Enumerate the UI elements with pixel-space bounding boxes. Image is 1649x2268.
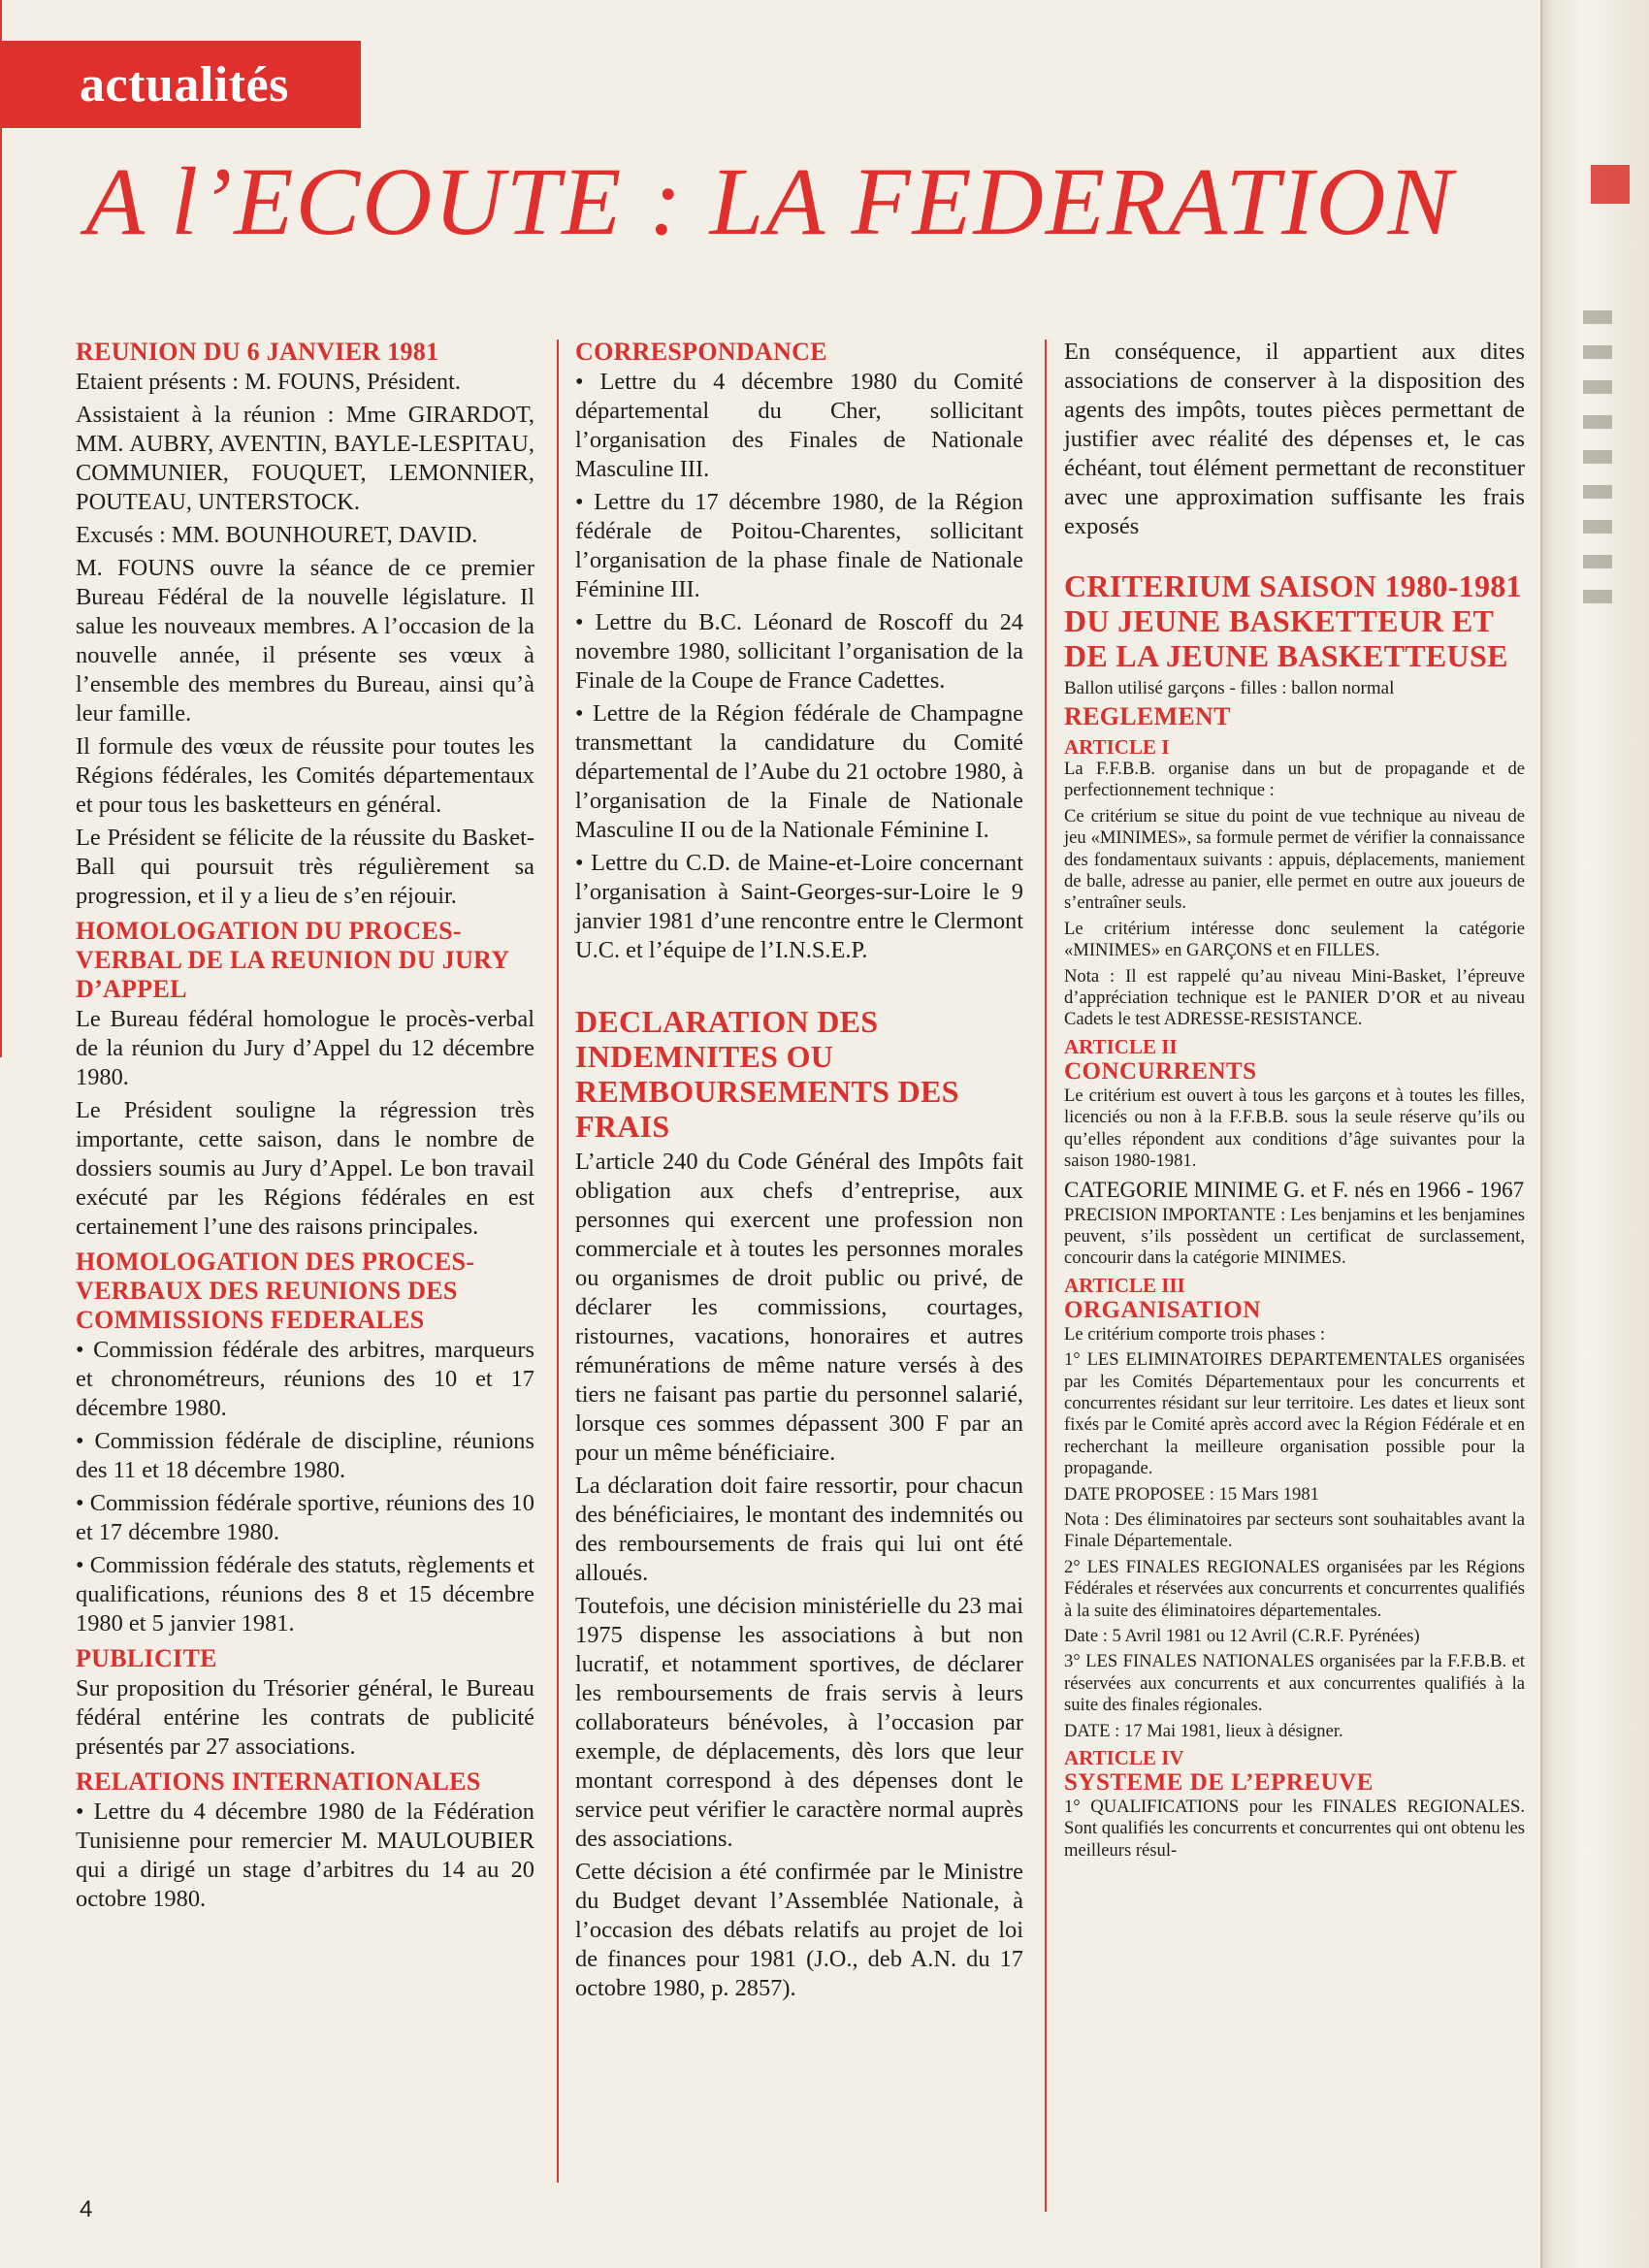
paragraph: Le critérium intéresse donc seulement la catégorie «MINIMES» en GARÇONS et en FILLES.: [1064, 918, 1525, 961]
heading-reunion: REUNION DU 6 JANVIER 1981: [76, 338, 439, 366]
paragraph: Ballon utilisé garçons - filles : ballon normal: [1064, 678, 1395, 698]
article-label: ARTICLE I: [1064, 735, 1170, 759]
page-number: 4: [80, 2196, 93, 2222]
heading-correspondance: CORRESPONDANCE: [575, 338, 827, 366]
paragraph: M. FOUNS ouvre la séance de ce premier Bureau Fédéral de la nouvelle législature. Il salue les nouveaux membres. A l’occasion de la nouvelle année, il présente ses vœux à l’ensemble des membres du Bureau, ainsi qu’à leur famille.: [76, 555, 534, 727]
adjacent-page-red-fragment: [1591, 165, 1630, 204]
list-item: • Lettre du B.C. Léonard de Roscoff du 24 novembre 1980, sollicitant l’organisation de la Finale de la Coupe de France Cadettes.: [575, 609, 1023, 694]
paragraph: L’article 240 du Code Général des Impôts fait obligation aux chefs d’entreprise, aux personnes qui exercent une profession non commerciale et à toutes les personnes morales ou organismes de droit public ou privé, de déclarer les commissions, courtages, ristournes, vacations, honoraires et autres rémunérations de même nature versés à des tiers ne faisant pas partie du personnel salarié, lorsque ces sommes dépassent 300 F par an pour un même bénéficiaire.: [575, 1149, 1023, 1466]
column-divider-1: [557, 340, 559, 2183]
heading-relations-internationales: RELATIONS INTERNATIONALES: [76, 1767, 481, 1796]
paragraph: Assistaient à la réunion : Mme GIRARDOT, MM. AUBRY, AVENTIN, BAYLE-LESPITAU, COMMUNIER, FOUQUET, LEMONNIER, POUTEAU, UNTERSTOCK.: [76, 402, 534, 515]
list-item: • Commission fédérale de discipline, réunions des 11 et 18 décembre 1980.: [76, 1428, 534, 1483]
paragraph: DATE PROPOSEE : 15 Mars 1981: [1064, 1483, 1319, 1505]
column-3: [1064, 338, 1525, 2181]
heading-publicite: PUBLICITE: [76, 1644, 217, 1672]
list-item: • Lettre du 4 décembre 1980 de la Fédération Tunisienne pour remercier M. MAULOUBIER qui a dirigé un stage d’arbitres du 14 au 20 octobre 1980.: [76, 1798, 534, 1912]
list-item: • Commission fédérale des statuts, règlements et qualifications, réunions des 8 et 15 décembre 1980 et 5 janvier 1981.: [76, 1552, 534, 1636]
article-title: SYSTEME DE L’EPREUVE: [1064, 1769, 1374, 1797]
article-label: ARTICLE IV: [1064, 1746, 1184, 1770]
list-item: • Commission fédérale sportive, réunions des 10 et 17 décembre 1980.: [76, 1490, 534, 1545]
paragraph: Etaient présents : M. FOUNS, Président.: [76, 369, 461, 395]
paragraph: Nota : Il est rappelé qu’au niveau Mini-Basket, l’épreuve d’appréciation technique est le PANIER D’OR et au niveau Cadets le test ADRESSE-RESISTANCE.: [1064, 965, 1525, 1030]
list-item: • Lettre du 4 décembre 1980 du Comité départemental du Cher, sollicitant l’organisation des Finales de Nationale Masculine III.: [575, 369, 1023, 482]
paragraph: Le Président se félicite de la réussite du Basket-Ball qui poursuit très régulièrement sa progression, et il y a lieu de s’en réjouir.: [76, 825, 534, 909]
list-item: • Lettre du C.D. de Maine-et-Loire concernant l’organisation à Saint-Georges-sur-Loire le 9 janvier 1981 d’une rencontre entre le Clermont U.C. et l’équipe de l’I.N.S.E.P.: [575, 850, 1023, 963]
paragraph: CATEGORIE MINIME G. et F. nés en 1966 - 1967: [1064, 1177, 1525, 1202]
paragraph: Le Bureau fédéral homologue le procès-verbal de la réunion du Jury d’Appel du 12 décembre 1980.: [76, 1006, 534, 1090]
paragraph: DATE : 17 Mai 1981, lieux à désigner.: [1064, 1720, 1343, 1741]
article-title: CONCURRENTS: [1064, 1057, 1257, 1085]
column-1: [76, 338, 534, 2181]
heading-criterium: CRITERIUM SAISON 1980-1981 DU JEUNE BASKETTEUR ET DE LA JEUNE BASKETTEUSE: [1064, 568, 1522, 673]
paragraph: 1° LES ELIMINATOIRES DEPARTEMENTALES organisées par les Comités Départementaux pour les concurrents et concurrentes résidant sur leur territoire. Les dates et lieux sont fixés par le Comité après accord avec la Région Fédérale et en recherchant la meilleure organisation possible pour la propagande.: [1064, 1349, 1525, 1479]
column-2: [575, 338, 1023, 2181]
list-item: • Commission fédérale des arbitres, marqueurs et chronométreurs, réunions des 10 et 17 décembre 1980.: [76, 1337, 534, 1421]
list-item: • Lettre du 17 décembre 1980, de la Région fédérale de Poitou-Charentes, sollicitant l’organisation de la phase finale de Nationale Féminine III.: [575, 489, 1023, 602]
paragraph: Excusés : MM. BOUNHOURET, DAVID.: [76, 522, 478, 548]
heading-homologation-commissions: HOMOLOGATION DES PROCES-VERBAUX DES REUNIONS DES COMMISSIONS FEDERALES: [76, 1247, 475, 1334]
heading-homologation-jury: HOMOLOGATION DU PROCES-VERBAL DE LA REUNION DU JURY D’APPEL: [76, 917, 509, 1003]
paragraph: Le Président souligne la régression très importante, cette saison, dans le nombre de dossiers soumis au Jury d’Appel. Le bon travail exécuté par les Régions fédérales en est certainement l’une des raisons principales.: [76, 1097, 534, 1240]
paragraph: 3° LES FINALES NATIONALES organisées par la F.F.B.B. et réservées aux concurrents et aux concurrentes qualifiés à la suite des finales régionales.: [1064, 1651, 1525, 1716]
column-divider-2: [1045, 340, 1047, 2212]
page-headline: A l’ECOUTE : LA FEDERATION: [85, 147, 1455, 255]
paragraph: 1° QUALIFICATIONS pour les FINALES REGIONALES. Sont qualifiés les concurrents et concurrentes qui ont obtenu les meilleurs résul-: [1064, 1797, 1525, 1861]
adjacent-page-text-fragments: [1583, 310, 1641, 625]
article-label: ARTICLE II: [1064, 1034, 1178, 1058]
section-banner: actualités: [0, 41, 361, 128]
paragraph: Ce critérium se situe du point de vue technique au niveau de jeu «MINIMES», sa formule permet de vérifier la connaissance des fondamentaux suivants : appuis, déplacements, maniement de balle, adresse au panier, elle permet en outre aux joueurs de s’entraîner seuls.: [1064, 805, 1525, 914]
paragraph: Sur proposition du Trésorier général, le Bureau fédéral entérine les contrats de publicité présentés par 27 associations.: [76, 1675, 534, 1760]
article-label: ARTICLE III: [1064, 1273, 1185, 1297]
paragraph: Nota : Des éliminatoires par secteurs sont souhaitables avant la Finale Départementale.: [1064, 1508, 1525, 1552]
paragraph: Le critérium est ouvert à tous les garçons et à toutes les filles, licenciés ou non à la F.F.B.B. sous la seule réserve qu’ils ou qu’elles répondent aux conditions d’âge suivantes pour la saison 1980-1981.: [1064, 1085, 1525, 1172]
paragraph: En conséquence, il appartient aux dites associations de conserver à la disposition des agents des impôts, toutes pièces permettant de justifier avec réalité des dépenses et, le cas échéant, tout élément permettant de reconstituer avec une approximation suffisante les frais exposés: [1064, 339, 1525, 539]
article-title: ORGANISATION: [1064, 1296, 1261, 1323]
list-item: • Lettre de la Région fédérale de Champagne transmettant la candidature du Comité départemental de l’Aube du 21 octobre 1980, à l’organisation de la Finale de Nationale Masculine II ou de la Nationale Féminine I.: [575, 700, 1023, 843]
column-divider-3: [0, 0, 2, 1057]
heading-reglement: REGLEMENT: [1064, 702, 1231, 730]
paragraph: PRECISION IMPORTANTE : Les benjamins et les benjamines peuvent, s’ils possèdent un certificat de surclassement, concourir dans la catégorie MINIMES.: [1064, 1204, 1525, 1269]
paragraph: La F.F.B.B. organise dans un but de propagande et de perfectionnement technique :: [1064, 759, 1525, 801]
paragraph: Il formule des vœux de réussite pour toutes les Régions fédérales, les Comités départementaux et pour tous les basketteurs en général.: [76, 733, 534, 818]
paragraph: La déclaration doit faire ressortir, pour chacun des bénéficiaires, le montant des indemnités ou des remboursements de frais qui lui ont été alloués.: [575, 1473, 1023, 1586]
paragraph: Le critérium comporte trois phases :: [1064, 1323, 1326, 1345]
paragraph: 2° LES FINALES REGIONALES organisées par les Régions Fédérales et réservées aux concurrents et concurrentes qualifiés à la suite des éliminatoires départementales.: [1064, 1556, 1525, 1621]
heading-declaration: DECLARATION DES INDEMNITES OU REMBOURSEMENTS DES FRAIS: [575, 1004, 959, 1144]
paragraph: Date : 5 Avril 1981 ou 12 Avril (C.R.F. Pyrénées): [1064, 1626, 1420, 1646]
paragraph: Cette décision a été confirmée par le Ministre du Budget devant l’Assemblée Nationale, à l’occasion des débats relatifs au projet de loi de finances pour 1981 (J.O., deb A.N. du 17 octobre 1980, p. 2857).: [575, 1859, 1023, 2001]
paragraph: Toutefois, une décision ministérielle du 23 mai 1975 dispense les associations à but non lucratif, et notamment sportives, de déclarer les remboursements de frais servis à leurs collaborateurs bénévoles, à l’occasion par exemple, de déplacements, dès lors que leur montant correspond à des dépenses dont le service peut vérifier le caractère normal auprès des associations.: [575, 1593, 1023, 1852]
